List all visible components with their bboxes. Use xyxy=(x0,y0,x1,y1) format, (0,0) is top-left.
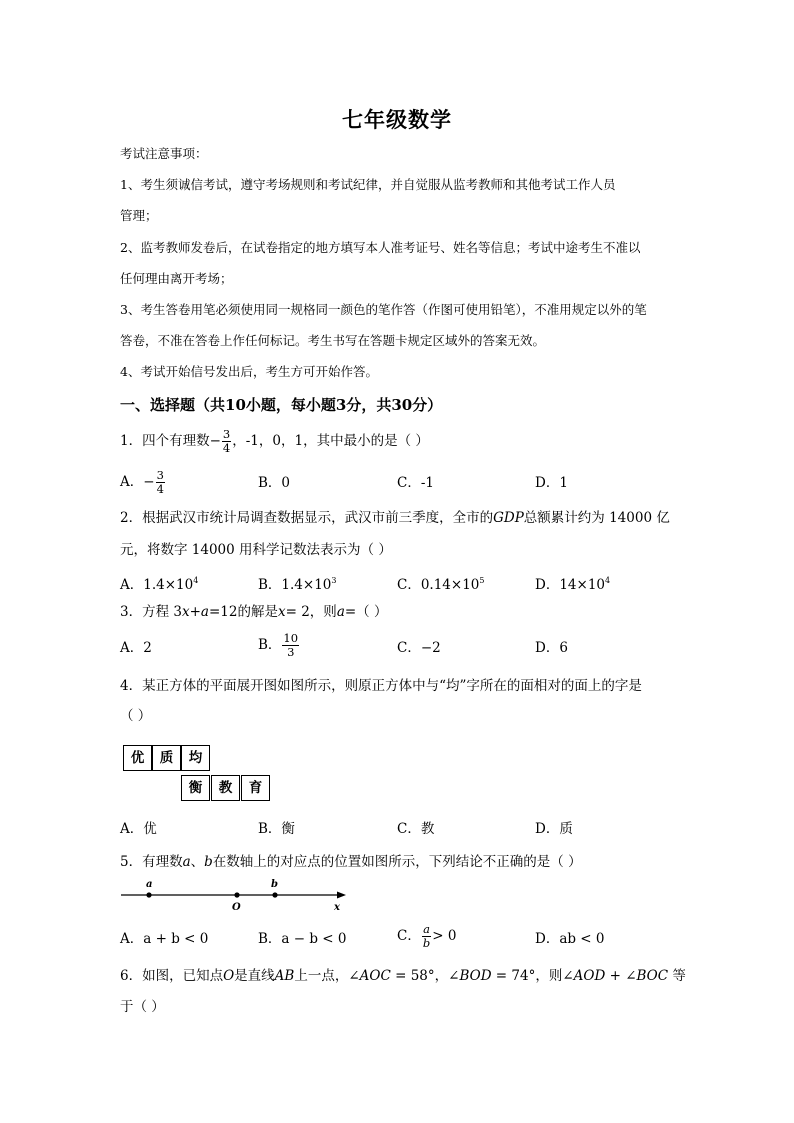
q4-option-c: C．教 xyxy=(397,821,435,837)
label-x: x xyxy=(334,902,340,913)
notice-line-2: 2、监考教师发卷后，在试卷指定的地方填写本人准考证号、姓名等信息；考试中途考生不准以 xyxy=(120,240,641,255)
question-2-line-1: 2．根据武汉市统计局调查数据显示，武汉市前三季度，全市的GDP总额累计约为 14000 亿 xyxy=(120,510,670,526)
label-b: b xyxy=(271,879,278,890)
question-4-line-1: 4．某正方体的平面展开图如图所示，则原正方体中与“均”字所在的面相对的面上的字是 xyxy=(120,678,642,694)
notice-line-3: 3、考生答卷用笔必须使用同一规格同一颜色的笔作答（作图可使用铅笔），不准用规定以外的笔 xyxy=(120,302,647,317)
net-cell: 育 xyxy=(241,775,270,801)
q1-option-d: D．1 xyxy=(535,475,568,491)
net-cell: 教 xyxy=(211,775,240,801)
point-a xyxy=(146,892,151,897)
question-6-line-1: 6．如图，已知点O是直线AB上一点，∠AOC = 58°，∠BOD = 74°，则∠AOD + ∠BOC 等 xyxy=(120,968,686,984)
q4-option-b: B．衡 xyxy=(258,821,295,837)
fraction: $\frac{3}{4}$ xyxy=(222,427,231,455)
page-title: 七年级数学 xyxy=(342,107,452,132)
section-heading: 一、选择题（共10小题，每小题3分，共30分） xyxy=(120,396,443,414)
q2-option-a: A．$1.4\times 10^4$ xyxy=(120,576,199,593)
notice-line-1b: 管理； xyxy=(120,208,158,223)
notice-heading: 考试注意事项： xyxy=(120,146,208,161)
q1-option-c: C．-1 xyxy=(397,475,434,491)
point-o xyxy=(234,892,239,897)
q2-option-c: C．$0.14\times 10^5$ xyxy=(397,576,485,593)
q2-option-b: B．$1.4\times 10^3$ xyxy=(258,576,337,593)
q5-option-a: A．a + b < 0 xyxy=(120,931,209,947)
q3-option-d: D．6 xyxy=(535,640,568,656)
q4-option-d: D．质 xyxy=(535,821,573,837)
q4-option-a: A．优 xyxy=(120,821,157,837)
net-cell: 均 xyxy=(181,745,210,771)
q1-option-b: B．0 xyxy=(258,475,291,491)
q3-option-b: B． $\frac{10}{3}$ xyxy=(258,631,299,659)
question-5: 5．有理数a、b在数轴上的对应点的位置如图所示，下列结论不正确的是（ ） xyxy=(120,854,582,870)
question-4-line-2: （ ） xyxy=(120,708,152,724)
label-a: a xyxy=(146,879,153,890)
axis-arrow xyxy=(337,892,346,899)
question-6-line-2: 于（ ） xyxy=(120,999,165,1015)
label-o: O xyxy=(232,902,241,913)
notice-line-2b: 任何理由离开考场； xyxy=(120,271,233,286)
net-cell: 质 xyxy=(152,745,181,771)
q5-option-b: B．a − b < 0 xyxy=(258,931,347,947)
notice-line-4: 4、考试开始信号发出后，考生方可开始作答。 xyxy=(120,364,378,379)
net-cell: 优 xyxy=(123,745,152,771)
q5-option-d: D．ab < 0 xyxy=(535,931,605,947)
question-1: 1．四个有理数− $\frac{3}{4}$ ，-1，0，1，其中最小的是（ ） xyxy=(120,427,429,455)
q3-option-c: C．−2 xyxy=(397,640,441,656)
q3-option-a: A．2 xyxy=(120,640,152,656)
number-line xyxy=(118,876,350,916)
point-b xyxy=(272,892,277,897)
question-3: 3．方程 3x+a=12的解是x= 2，则a=（ ） xyxy=(120,604,388,620)
notice-line-1: 1、考生须诚信考试，遵守考场规则和考试纪律，并自觉服从监考教师和其他考试工作人员 xyxy=(120,177,616,192)
question-2-line-2: 元，将数字 14000 用科学记数法表示为（ ） xyxy=(120,542,392,558)
net-cell: 衡 xyxy=(181,775,210,801)
notice-line-3b: 答卷，不准在答卷上作任何标记。考生书写在答题卡规定区域外的答案无效。 xyxy=(120,333,546,348)
q1-option-a: A．− $\frac{3}{4}$ xyxy=(120,468,164,496)
q2-option-d: D．$14\times 10^4$ xyxy=(535,576,611,593)
q5-option-c: C． $\frac{a}{b}$ > 0 xyxy=(397,922,457,950)
